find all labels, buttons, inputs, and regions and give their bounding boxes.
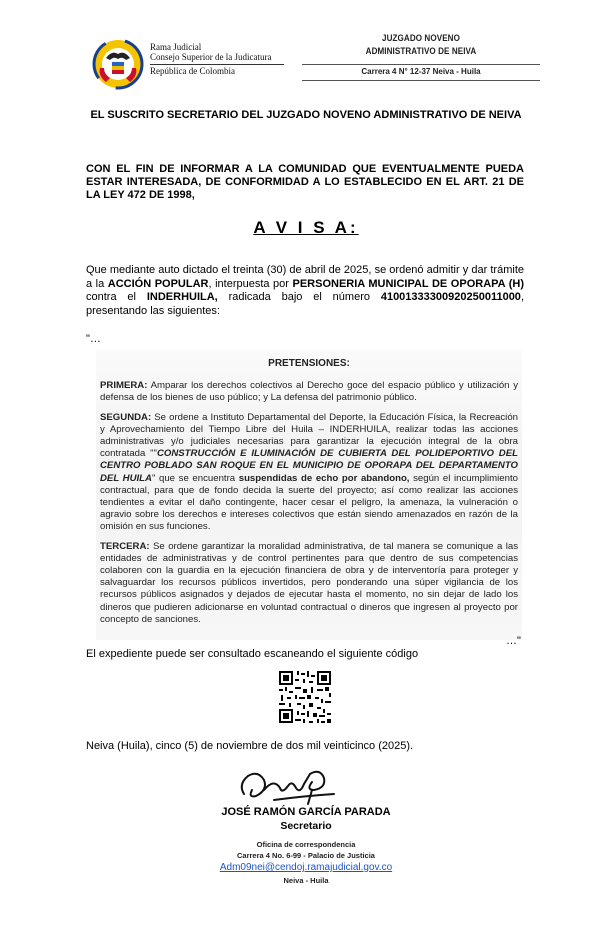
- segunda-text: Se ordene a Instituto Departamental del Deporte, la Educación Física, la Recreación y Aprovechamiento del Tiempo Libre del Huila – INDERHUILA, realizar todas las acciones administrativas y/o judiciales necesarias para garantizar la ejecución integral de la obra contratada "": [100, 411, 518, 460]
- qr-label: El expediente puede ser consultado escaneando el siguiente código: [86, 648, 419, 660]
- quote-open: "…: [86, 333, 101, 345]
- pretensiones-title: PRETENSIONES:: [268, 358, 350, 369]
- intro-text: , interpuesta por: [208, 277, 293, 290]
- signature: [234, 760, 354, 806]
- pretension-segunda: [100, 412, 518, 534]
- tercera-text: Se ordene garantizar la moralidad administrativa, de tal manera se comunique a las entidades de administrativas y de control pertinentes para que dentro de sus competencias colaboren con la guardia en la ejecución financiera de obra y de interventoría para proteger y salvaguardar los recursos públicos invertidos, pero ponderando una súper vigilancia de los recursos públicos asignados y dejados de ejecutar hasta el momento, no sin dejar de lado los dineros que pudieren adicionarse en voluntad contractual o dineros que ingresen al proyecto por concepto de sanciones.: [100, 540, 518, 625]
- footer-city: Neiva - Huila: [283, 876, 329, 885]
- footer-office: Oficina de correspondencia: [256, 840, 356, 849]
- project-name: CONSTRUCCIÓN E ILUMINACIÓN DE CUBIERTA DEL POLIDEPORTIVO DEL CENTRO POBLADO SAN ROQUE EN EL MUNICIPIO DE OPORAPA DEL DEPARTAMENTO DEL HUILA: [100, 448, 518, 484]
- segunda-label: SEGUNDA:: [100, 411, 152, 423]
- plaintiff: PERSONERIA MUNICIPAL DE OPORAPA (H): [292, 277, 524, 290]
- date-line: Neiva (Huila), cinco (5) de noviembre de dos mil veinticinco (2025).: [86, 740, 414, 752]
- signer-role: Secretario: [280, 820, 332, 832]
- document-title: EL SUSCRITO SECRETARIO DEL JUZGADO NOVENO ADMINISTRATIVO DE NEIVA: [90, 109, 522, 121]
- purpose-statement: CON EL FIN DE INFORMAR A LA COMUNIDAD QUE EVENTUALMENTE PUEDA ESTAR INTERESADA, DE CONFORMIDAD A LO ESTABLECIDO EN EL ART. 21 DE LA LEY 472 DE 1998,: [86, 163, 524, 201]
- quote-close: …": [506, 635, 521, 647]
- footer-email-link[interactable]: Adm09nei@cendoj.ramajudicial.gov.co: [219, 862, 393, 873]
- segunda-text: según el incumplimiento contractual, para que de fondo decida la suerte del proyecto; así como realizar las acciones tendientes a evitar el daño contingente, hacer cesar el peligro, la amenaza, la vulneración o agravio sobre los derechos e intereses colectivos que están siendo amenazados en razón de la omisión en sus funciones.: [100, 472, 518, 533]
- intro-paragraph: [86, 264, 524, 318]
- intro-text: Que mediante auto dictado el treinta (30) de abril de 2025, se ordenó admitir y dar trámite a la: [86, 264, 524, 290]
- footer-address: Carrera 4 No. 6-99 - Palacio de Justicia: [237, 851, 375, 860]
- court-line2: ADMINISTRATIVO DE NEIVA: [365, 46, 477, 57]
- primera-text: Amparar los derechos colectivos al Derecho goce del espacio público y utilización y defensa de los bienes de uso público; y La defensa del patrimonio público.: [100, 380, 518, 404]
- qr-code-icon: [277, 669, 333, 725]
- court-header: [302, 32, 540, 58]
- coat-of-arms-logo: [92, 38, 144, 90]
- pretension-tercera: [100, 541, 518, 626]
- qr-code[interactable]: [277, 669, 333, 725]
- intro-text: radicada bajo el número: [217, 291, 381, 303]
- tercera-label: TERCERA:: [100, 540, 150, 552]
- colombia-coat-of-arms-icon: [92, 38, 144, 90]
- primera-label: PRIMERA:: [100, 380, 148, 392]
- intro-text: contra el: [86, 291, 147, 303]
- segunda-bold: suspendidas de echo por abandono,: [238, 472, 410, 484]
- avisa-heading: A V I S A:: [253, 218, 359, 237]
- handwritten-signature-icon: [234, 760, 354, 806]
- pretensiones-scan: [96, 350, 522, 640]
- branch-block: [150, 42, 271, 77]
- pretension-primera: [100, 380, 518, 404]
- country-name: República de Colombia: [150, 66, 235, 76]
- branch-line2: Consejo Superior de la Judicatura: [150, 52, 272, 62]
- segunda-text: " que se encuentra: [151, 472, 239, 484]
- court-line1: JUZGADO NOVENO: [382, 33, 460, 44]
- branch-line1: Rama Judicial: [150, 42, 202, 52]
- branch-divider: [150, 64, 284, 65]
- case-number: 41001333300920250011000: [380, 291, 521, 303]
- court-address: Carrera 4 N° 12-37 Neiva - Huila: [361, 67, 481, 76]
- signer-name: JOSÉ RAMÓN GARCÍA PARADA: [221, 806, 391, 818]
- court-divider-bottom: [302, 80, 540, 81]
- intro-text: , presentando las siguientes:: [86, 291, 524, 317]
- defendant: INDERHUILA,: [146, 291, 218, 303]
- action-type: ACCIÓN POPULAR: [107, 277, 209, 290]
- court-divider-top: [302, 64, 540, 65]
